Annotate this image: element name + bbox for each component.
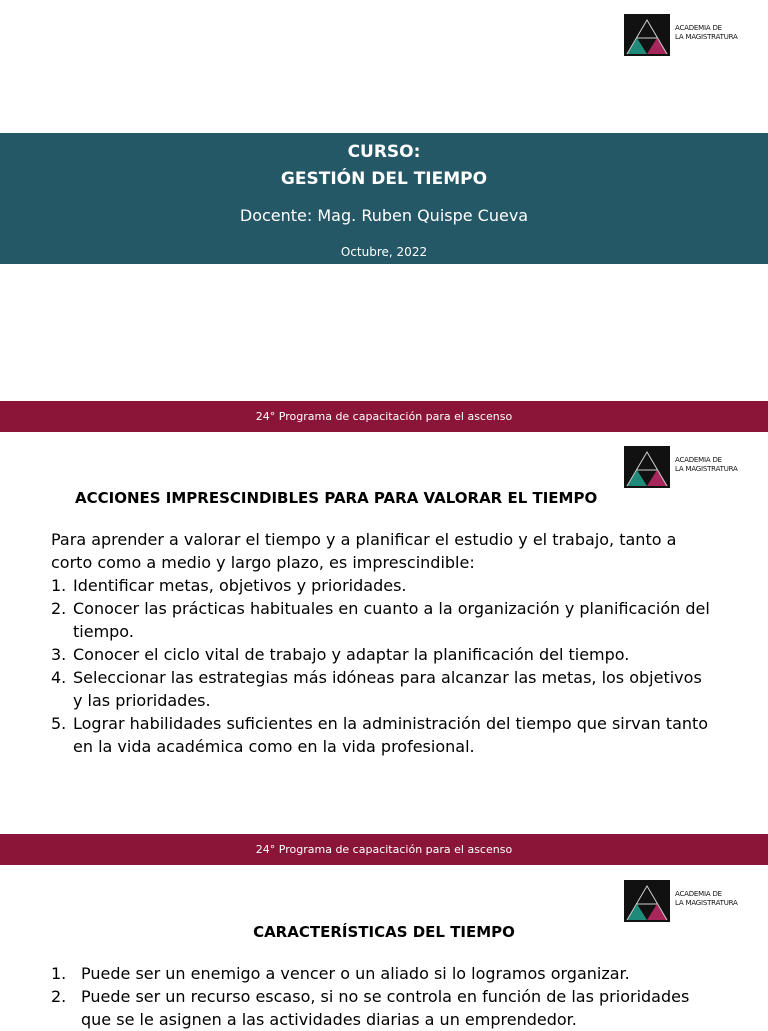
list-item-text: Conocer las prácticas habituales en cuanto a la organización y planificación del tiempo. [73, 599, 710, 641]
logo-line-1: ACADEMIA DE [675, 24, 722, 32]
course-name: GESTIÓN DEL TIEMPO [280, 169, 488, 189]
title-band [0, 133, 768, 264]
list-item-number: 3. [51, 645, 67, 664]
academia-logo [624, 446, 744, 488]
slide-body [51, 962, 711, 1031]
logo-line-2: LA MAGISTRATURA [675, 33, 738, 41]
slide-body [51, 528, 711, 758]
list-item-text: Seleccionar las estrategias más idóneas para alcanzar las metas, los objetivos y las prioridades. [73, 668, 702, 710]
list-item-number: 2. [51, 599, 67, 618]
slide-title [0, 0, 768, 432]
list-item [51, 712, 711, 758]
logo-line-2: LA MAGISTRATURA [675, 899, 738, 907]
list-item-text: Puede ser un enemigo a vencer o un aliado si lo logramos organizar. [81, 964, 630, 983]
list-item-number: 2. [51, 987, 67, 1006]
logo-line-1: ACADEMIA DE [675, 890, 722, 898]
list-item [51, 666, 711, 712]
list-item [51, 597, 711, 643]
footer-band: 24° Programa de capacitación para el ascenso [0, 401, 768, 432]
academia-logo-text [675, 24, 738, 42]
slide-acciones [0, 432, 768, 866]
docente-line: Docente: Mag. Ruben Quispe Cueva [239, 206, 529, 225]
list-item-text: Lograr habilidades suficientes en la administración del tiempo que sirvan tanto en la vida académica como en la vida profesional. [73, 714, 709, 756]
slide-caracteristicas [0, 866, 768, 1029]
slide-heading: ACCIONES IMPRESCINDIBLES PARA PARA VALORAR EL TIEMPO [75, 489, 598, 507]
academia-logo-icon [624, 14, 670, 56]
course-title [0, 139, 768, 193]
list-item-number: 5. [51, 714, 67, 733]
academia-logo [624, 880, 744, 922]
academia-logo-text [675, 456, 738, 474]
academia-logo-icon [624, 446, 670, 488]
list-item-text: Conocer el ciclo vital de trabajo y adaptar la planificación del tiempo. [73, 645, 630, 664]
list-item [51, 962, 711, 985]
academia-logo [624, 14, 744, 56]
list-item-text: Identificar metas, objetivos y prioridades. [73, 576, 407, 595]
list-item [51, 643, 711, 666]
list-item [51, 574, 711, 597]
list-item-number: 4. [51, 668, 67, 687]
course-label: CURSO: [347, 142, 421, 162]
footer-band: 24° Programa de capacitación para el ascenso [0, 834, 768, 865]
list-item-number: 1. [51, 964, 67, 983]
slide-heading: CARACTERÍSTICAS DEL TIEMPO [253, 923, 515, 941]
intro-paragraph: Para aprender a valorar el tiempo y a planificar el estudio y el trabajo, tanto a corto como a medio y largo plazo, es imprescindible: [51, 530, 677, 572]
academia-logo-icon [624, 880, 670, 922]
logo-line-1: ACADEMIA DE [675, 456, 722, 464]
list-item [51, 985, 711, 1031]
list-item-number: 1. [51, 576, 67, 595]
logo-line-2: LA MAGISTRATURA [675, 465, 738, 473]
course-date: Octubre, 2022 [340, 245, 428, 259]
academia-logo-text [675, 890, 738, 908]
characteristics-list [51, 962, 711, 1031]
actions-list [51, 574, 711, 758]
list-item-text: Puede ser un recurso escaso, si no se controla en función de las prioridades que se le asignen a las actividades diarias a un emprendedor. [81, 987, 690, 1029]
